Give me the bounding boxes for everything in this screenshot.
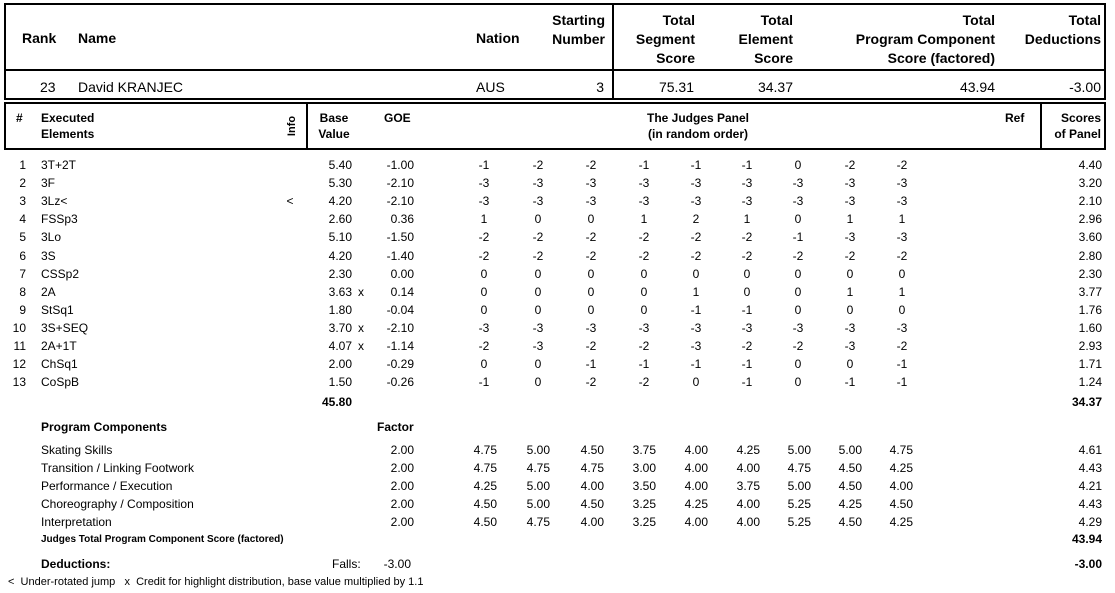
component-judge-score: 4.00	[580, 515, 604, 529]
judge-score: 0	[794, 267, 802, 281]
judge-score: 1	[743, 212, 751, 226]
component-panel-score: 4.43	[1078, 497, 1102, 511]
judge-score: -1	[690, 158, 702, 172]
judge-score: 1	[480, 212, 488, 226]
components-title: Program Components	[41, 420, 168, 434]
judge-score: 0	[794, 357, 802, 371]
element-panel-score: 3.20	[1078, 176, 1102, 190]
judge-score: 1	[898, 212, 906, 226]
judge-score: -1	[478, 375, 490, 389]
skater-nation: AUS	[476, 79, 505, 95]
element-base-value: 4.07	[328, 339, 352, 353]
component-judge-score: 4.75	[787, 461, 811, 475]
el-box-right	[1104, 102, 1106, 150]
judge-score: -3	[741, 176, 753, 190]
judge-score: 0	[480, 285, 488, 299]
component-judge-score: 3.75	[736, 479, 760, 493]
component-judge-score: 5.00	[526, 479, 550, 493]
judge-score: 0	[846, 267, 854, 281]
judge-score: -3	[844, 339, 856, 353]
element-number: 1	[19, 158, 26, 172]
component-judge-score: 4.25	[684, 497, 708, 511]
judge-score: -3	[585, 194, 597, 208]
skater-starting-number: 3	[596, 79, 604, 95]
element-code: CSSp2	[41, 267, 80, 281]
elements-base-total: 45.80	[321, 395, 352, 409]
judge-score: -2	[690, 230, 702, 244]
element-code: StSq1	[41, 303, 74, 317]
judge-score: 0	[587, 303, 595, 317]
element-number: 12	[12, 357, 26, 371]
component-judge-score: 4.00	[736, 461, 760, 475]
element-number: 4	[19, 212, 26, 226]
el-box-top	[4, 102, 1106, 104]
element-info: <	[286, 194, 294, 208]
element-goe: -1.00	[386, 158, 414, 172]
judge-score: -3	[690, 194, 702, 208]
header-tss: Total Segment Score	[635, 12, 695, 66]
component-judge-score: 5.00	[526, 497, 550, 511]
judge-score: 1	[640, 212, 648, 226]
element-number: 9	[19, 303, 26, 317]
element-goe: -0.29	[386, 357, 414, 371]
component-judge-score: 4.50	[838, 461, 862, 475]
element-number: 3	[19, 194, 26, 208]
element-code: 3F	[41, 176, 56, 190]
el-box-bottom	[4, 148, 1106, 150]
element-number: 5	[19, 230, 26, 244]
component-panel-score: 4.61	[1078, 443, 1102, 457]
element-base-value: 2.30	[328, 267, 352, 281]
judge-score: -3	[844, 176, 856, 190]
skater-tes: 34.37	[757, 79, 793, 95]
element-base-value: 1.80	[328, 303, 352, 317]
judge-score: 0	[794, 303, 802, 317]
component-judge-score: 4.50	[580, 443, 604, 457]
el-box-div-scores	[1040, 102, 1042, 150]
judge-score: 1	[692, 285, 700, 299]
element-panel-score: 1.71	[1078, 357, 1102, 371]
element-bonus-mark: x	[358, 339, 364, 353]
judge-score: 1	[846, 285, 854, 299]
judge-score: -3	[478, 194, 490, 208]
pcs-total-score: 43.94	[1071, 532, 1102, 546]
judge-score: -3	[792, 194, 804, 208]
component-judge-score: 4.00	[736, 515, 760, 529]
judge-score: -1	[638, 158, 650, 172]
element-bonus-mark: x	[358, 321, 364, 335]
component-panel-score: 4.29	[1078, 515, 1102, 529]
judge-score: -1	[741, 375, 753, 389]
judge-score: -3	[532, 176, 544, 190]
component-factor: 2.00	[390, 479, 414, 493]
judge-score: -1	[638, 357, 650, 371]
judge-score: -2	[638, 249, 650, 263]
judge-score: -2	[585, 339, 597, 353]
judge-score: -3	[585, 321, 597, 335]
component-judge-score: 4.00	[736, 497, 760, 511]
judge-score: 0	[794, 285, 802, 299]
judge-score: -1	[690, 303, 702, 317]
element-base-value: 4.20	[328, 194, 352, 208]
element-goe: -1.40	[386, 249, 414, 263]
judge-score: -3	[844, 230, 856, 244]
element-panel-score: 2.10	[1078, 194, 1102, 208]
skater-deductions: -3.00	[1069, 79, 1101, 95]
component-judge-score: 4.50	[580, 497, 604, 511]
element-base-value: 3.63	[328, 285, 352, 299]
judge-score: -2	[478, 249, 490, 263]
element-goe: -2.10	[386, 321, 414, 335]
judge-score: -2	[638, 230, 650, 244]
header-deductions: Total Deductions	[1024, 12, 1101, 47]
judge-score: -3	[844, 321, 856, 335]
component-judge-score: 4.50	[838, 479, 862, 493]
component-judge-score: 4.25	[736, 443, 760, 457]
judge-score: -1	[585, 357, 597, 371]
falls-label: Falls:	[332, 557, 361, 571]
element-goe: -1.50	[386, 230, 414, 244]
element-code: 3S+SEQ	[41, 321, 89, 335]
judge-score: -2	[792, 249, 804, 263]
element-panel-score: 2.30	[1078, 267, 1102, 281]
component-factor: 2.00	[390, 461, 414, 475]
element-goe: 0.36	[390, 212, 414, 226]
judge-score: -3	[638, 176, 650, 190]
component-judge-score: 4.75	[526, 461, 550, 475]
judge-score: 0	[640, 267, 648, 281]
judge-score: -3	[741, 194, 753, 208]
component-panel-score: 4.43	[1078, 461, 1102, 475]
judge-score: -3	[532, 194, 544, 208]
component-judge-score: 4.00	[580, 479, 604, 493]
component-judge-score: 4.75	[889, 443, 913, 457]
element-base-value: 2.00	[328, 357, 352, 371]
element-panel-score: 2.93	[1078, 339, 1102, 353]
component-judge-score: 4.00	[889, 479, 913, 493]
judge-score: -2	[478, 230, 490, 244]
judge-score: 0	[898, 303, 906, 317]
component-judge-score: 3.25	[632, 515, 656, 529]
falls-value: -3.00	[383, 557, 411, 571]
judge-score: -3	[638, 194, 650, 208]
el-header-info: Info	[286, 115, 299, 137]
judge-score: -3	[478, 176, 490, 190]
element-code: 3T+2T	[41, 158, 77, 172]
judge-score: 0	[640, 303, 648, 317]
judge-score: 1	[898, 285, 906, 299]
element-code: 3Lz<	[41, 194, 68, 208]
judge-score: -2	[585, 230, 597, 244]
component-factor: 2.00	[390, 443, 414, 457]
component-judge-score: 4.00	[684, 515, 708, 529]
judge-score: -3	[532, 321, 544, 335]
judge-score: -2	[532, 249, 544, 263]
judge-score: -2	[690, 249, 702, 263]
judge-score: 0	[534, 357, 542, 371]
judge-score: 0	[794, 212, 802, 226]
component-name: Interpretation	[41, 515, 112, 529]
judge-score: -3	[896, 230, 908, 244]
judge-score: 0	[587, 285, 595, 299]
judge-score: -2	[585, 375, 597, 389]
element-panel-score: 1.60	[1078, 321, 1102, 335]
element-number: 11	[13, 339, 26, 353]
element-panel-score: 1.24	[1078, 375, 1102, 389]
judge-score: -1	[792, 230, 804, 244]
deductions-total: -3.00	[1074, 557, 1102, 571]
el-box-div-info	[306, 102, 308, 150]
judge-score: -2	[585, 249, 597, 263]
footnote: < Under-rotated jump x Credit for highlight distribution, base value multiplied by 1.1	[8, 576, 424, 588]
el-header-num: #	[16, 111, 23, 125]
judge-score: -3	[690, 339, 702, 353]
judge-score: -2	[741, 249, 753, 263]
component-judge-score: 3.00	[632, 461, 656, 475]
component-judge-score: 4.75	[473, 461, 497, 475]
header-rank: Rank	[22, 30, 57, 46]
component-judge-score: 3.25	[632, 497, 656, 511]
component-judge-score: 4.25	[473, 479, 497, 493]
element-panel-score: 2.80	[1078, 249, 1102, 263]
top-box-right	[1104, 3, 1106, 100]
el-box-left	[4, 102, 6, 150]
judge-score: -2	[844, 249, 856, 263]
component-name: Skating Skills	[41, 443, 113, 457]
judge-score: -1	[478, 158, 490, 172]
judge-score: -1	[741, 158, 753, 172]
judge-score: -2	[478, 339, 490, 353]
skater-name: David KRANJEC	[78, 79, 184, 95]
judge-score: -2	[638, 339, 650, 353]
header-name: Name	[78, 30, 117, 46]
judge-score: -1	[690, 357, 702, 371]
judge-score: -3	[896, 194, 908, 208]
component-judge-score: 4.00	[684, 461, 708, 475]
component-judge-score: 5.25	[787, 515, 811, 529]
component-judge-score: 4.25	[838, 497, 862, 511]
judge-score: -3	[741, 321, 753, 335]
judge-score: -3	[896, 176, 908, 190]
element-goe: -2.10	[386, 194, 414, 208]
judge-score: -3	[638, 321, 650, 335]
component-judge-score: 4.75	[526, 515, 550, 529]
element-number: 6	[19, 249, 26, 263]
judge-score: 2	[692, 212, 700, 226]
component-judge-score: 5.00	[787, 443, 811, 457]
element-number: 2	[19, 176, 26, 190]
element-base-value: 5.10	[328, 230, 352, 244]
judge-score: 1	[846, 212, 854, 226]
judge-score: 0	[898, 267, 906, 281]
judge-score: -1	[896, 375, 908, 389]
judge-score: -2	[844, 158, 856, 172]
element-panel-score: 3.60	[1078, 230, 1102, 244]
component-judge-score: 3.75	[632, 443, 656, 457]
component-judge-score: 4.50	[838, 515, 862, 529]
element-base-value: 5.30	[328, 176, 352, 190]
judge-score: -2	[896, 339, 908, 353]
element-base-value: 2.60	[328, 212, 352, 226]
element-goe: 0.00	[390, 267, 414, 281]
judge-score: -2	[532, 158, 544, 172]
element-base-value: 3.70	[328, 321, 352, 335]
component-name: Performance / Execution	[41, 479, 173, 493]
element-goe: -1.14	[386, 339, 414, 353]
header-tes: Total Element Score	[738, 12, 793, 66]
judge-score: 0	[534, 285, 542, 299]
el-header-goe: GOE	[384, 111, 411, 125]
judge-score: -3	[844, 194, 856, 208]
element-goe: -0.26	[386, 375, 414, 389]
judge-score: 0	[743, 285, 751, 299]
pcs-total-label: Judges Total Program Component Score (factored)	[41, 534, 284, 545]
judge-score: -2	[741, 230, 753, 244]
header-separator	[4, 69, 1106, 71]
judge-score: -2	[638, 375, 650, 389]
judge-score: 0	[846, 303, 854, 317]
header-pcs: Total Program Component Score (factored)	[855, 12, 995, 66]
element-code: FSSp3	[41, 212, 78, 226]
component-name: Choreography / Composition	[41, 497, 194, 511]
judge-score: -3	[690, 321, 702, 335]
component-judge-score: 5.00	[838, 443, 862, 457]
judge-score: 0	[480, 357, 488, 371]
judge-score: -3	[532, 339, 544, 353]
judge-score: -2	[532, 230, 544, 244]
judge-score: -1	[741, 303, 753, 317]
element-goe: -0.04	[386, 303, 414, 317]
component-judge-score: 4.25	[889, 461, 913, 475]
judge-score: -2	[896, 158, 908, 172]
skater-rank: 23	[40, 79, 56, 95]
component-factor: 2.00	[390, 515, 414, 529]
component-judge-score: 5.00	[787, 479, 811, 493]
judge-score: 0	[480, 303, 488, 317]
element-goe: -2.10	[386, 176, 414, 190]
judge-score: 0	[794, 158, 802, 172]
top-box-bottom	[4, 98, 1106, 100]
component-judge-score: 5.25	[787, 497, 811, 511]
el-header-ref: Ref	[1005, 111, 1025, 125]
components-factor-header: Factor	[377, 420, 414, 434]
judge-score: -1	[844, 375, 856, 389]
component-judge-score: 4.75	[473, 443, 497, 457]
judge-score: -3	[896, 321, 908, 335]
component-judge-score: 4.00	[684, 479, 708, 493]
skater-tss: 75.31	[658, 79, 694, 95]
component-panel-score: 4.21	[1078, 479, 1102, 493]
element-base-value: 4.20	[328, 249, 352, 263]
elements-score-total: 34.37	[1071, 395, 1102, 409]
judge-score: 0	[480, 267, 488, 281]
header-starting-number: Starting Number	[552, 12, 605, 47]
element-number: 8	[19, 285, 26, 299]
judge-score: -3	[792, 176, 804, 190]
top-box-top	[4, 3, 1106, 5]
component-judge-score: 5.00	[526, 443, 550, 457]
component-judge-score: 4.00	[684, 443, 708, 457]
judge-score: -3	[585, 176, 597, 190]
judge-score: 0	[846, 357, 854, 371]
judge-score: -3	[792, 321, 804, 335]
element-base-value: 5.40	[328, 158, 352, 172]
judge-score: -1	[896, 357, 908, 371]
judge-score: -2	[741, 339, 753, 353]
judge-score: -3	[690, 176, 702, 190]
judge-score: -3	[478, 321, 490, 335]
judge-score: 0	[534, 267, 542, 281]
judge-score: -1	[741, 357, 753, 371]
top-box-left	[4, 3, 6, 100]
el-header-executed: Executed Elements	[41, 111, 95, 141]
judge-score: -2	[585, 158, 597, 172]
component-judge-score: 4.50	[889, 497, 913, 511]
judge-score: 0	[587, 212, 595, 226]
element-panel-score: 3.77	[1078, 285, 1102, 299]
element-code: ChSq1	[41, 357, 78, 371]
judge-score: 0	[534, 212, 542, 226]
element-panel-score: 4.40	[1078, 158, 1102, 172]
judge-score: 0	[794, 375, 802, 389]
element-bonus-mark: x	[358, 285, 364, 299]
component-judge-score: 4.50	[473, 515, 497, 529]
judge-score: -2	[792, 339, 804, 353]
element-code: CoSpB	[41, 375, 80, 389]
judge-score: 0	[534, 303, 542, 317]
element-number: 7	[19, 267, 26, 281]
judge-score: 0	[692, 267, 700, 281]
judge-score: 0	[587, 267, 595, 281]
judge-score: -2	[896, 249, 908, 263]
judge-score: 0	[692, 375, 700, 389]
el-header-panel: The Judges Panel (in random order)	[646, 111, 750, 141]
el-header-scores: Scores of Panel	[1054, 111, 1101, 141]
component-name: Transition / Linking Footwork	[41, 461, 194, 475]
judge-score: 0	[640, 285, 648, 299]
element-number: 10	[12, 321, 26, 335]
element-base-value: 1.50	[328, 375, 352, 389]
component-judge-score: 3.50	[632, 479, 656, 493]
component-judge-score: 4.25	[889, 515, 913, 529]
skater-pcs: 43.94	[959, 79, 995, 95]
header-nation: Nation	[476, 30, 520, 46]
element-code: 2A+1T	[41, 339, 77, 353]
judge-score: 0	[534, 375, 542, 389]
element-panel-score: 1.76	[1078, 303, 1102, 317]
judge-score: 0	[743, 267, 751, 281]
element-code: 2A	[41, 285, 56, 299]
component-judge-score: 4.50	[473, 497, 497, 511]
element-goe: 0.14	[390, 285, 414, 299]
component-judge-score: 4.75	[580, 461, 604, 475]
element-code: 3S	[41, 249, 56, 263]
element-panel-score: 2.96	[1078, 212, 1102, 226]
element-number: 13	[12, 375, 26, 389]
element-code: 3Lo	[41, 230, 62, 244]
component-factor: 2.00	[390, 497, 414, 511]
el-header-base: Base Value	[318, 111, 350, 141]
deductions-label: Deductions:	[41, 557, 111, 571]
